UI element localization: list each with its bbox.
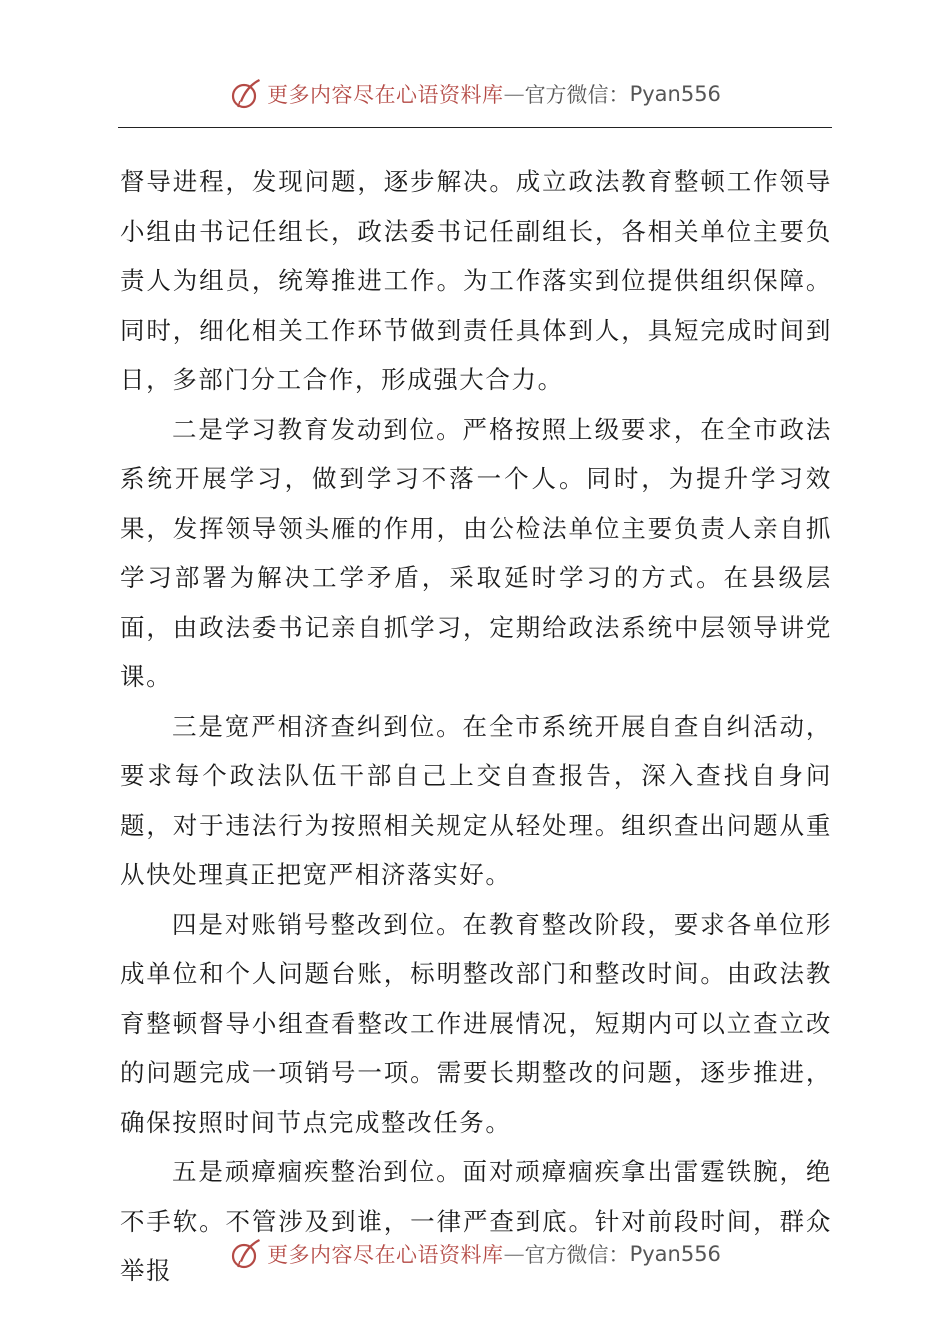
watermark-label: 官方微信： — [524, 83, 630, 107]
paragraph-4: 四是对账销号整改到位。在教育整改阶段，要求各单位形成单位和个人问题台账，标明整改部门和整改时间。由政法教育整顿督导小组查看整改工作进展情况，短期内可以立查立改的问题完成一项销号一项。需要长期整改的问题，逐步推进，确保按照时间节点完成整改任务。 — [120, 909, 832, 1137]
paragraph-5: 五是顽瘴痼疾整治到位。面对顽瘴痼疾拿出雷霆铁腕，绝不手软。不管涉及到谁，一律严查到底。针对前段时间，群众举报 — [120, 1157, 832, 1285]
watermark-label: 官方微信： — [524, 1243, 630, 1267]
header-rule — [118, 127, 832, 128]
paragraph-1: 督导进程，发现问题，逐步解决。成立政法教育整顿工作领导小组由书记任组长，政法委书记任副组长，各相关单位主要负责人为组员，统筹推进工作。为工作落实到位提供组织保障。同时，细化相关工作环节做到责任具体到人，具短完成时间到日，多部门分工合作，形成强大合力。 — [120, 167, 832, 394]
footer-watermark — [0, 1234, 950, 1274]
feather-pen-logo-icon — [229, 1237, 263, 1271]
document-body — [120, 157, 832, 1296]
watermark-text: 更多内容尽在心语资料库 — [267, 83, 504, 107]
watermark-wechat-id: Pyan556 — [629, 1242, 721, 1266]
watermark-separator: — — [503, 1242, 525, 1266]
header-watermark — [0, 74, 950, 114]
feather-pen-logo-icon — [229, 77, 263, 111]
paragraph-3: 三是宽严相济查纠到位。在全市系统开展自查自纠活动，要求每个政法队伍干部自己上交自查报告，深入查找自身问题，对于违法行为按照相关规定从轻处理。组织查出问题从重从快处理真正把宽严相济落实好。 — [120, 711, 832, 889]
watermark-text: 更多内容尽在心语资料库 — [267, 1243, 504, 1267]
watermark-separator: — — [503, 82, 525, 106]
paragraph-2: 二是学习教育发动到位。严格按照上级要求，在全市政法系统开展学习，做到学习不落一个人。同时，为提升学习效果，发挥领导领头雁的作用，由公检法单位主要负责人亲自抓学习部署为解决工学矛盾，采取延时学习的方式。在县级层面，由政法委书记亲自抓学习，定期给政法系统中层领导讲党课。 — [120, 414, 832, 691]
watermark-wechat-id: Pyan556 — [629, 82, 721, 106]
